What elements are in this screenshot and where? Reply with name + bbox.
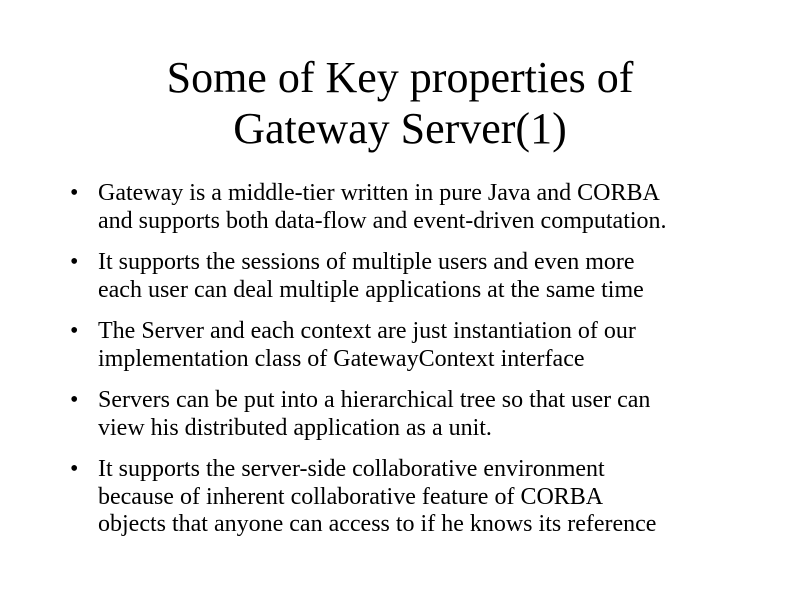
bullet-item <box>70 249 770 304</box>
bullet-dot-icon: • <box>70 249 79 275</box>
slide-title-line: Some of Key properties of <box>166 53 634 102</box>
bullet-dot-icon: • <box>70 387 79 413</box>
bullet-item <box>70 387 770 442</box>
bullet-line: implementation class of GatewayContext interface <box>98 345 585 372</box>
slide-title <box>0 52 800 154</box>
bullet-item <box>70 180 770 235</box>
slide-title-line: Gateway Server(1) <box>233 104 567 153</box>
bullet-dot-icon: • <box>70 318 79 344</box>
bullet-line: Servers can be put into a hierarchical tree so that user can <box>98 387 651 413</box>
bullet-line: It supports the sessions of multiple users and even more <box>98 249 635 275</box>
bullet-item <box>70 318 770 373</box>
bullet-line: each user can deal multiple applications at the same time <box>98 276 644 303</box>
bullet-line: objects that anyone can access to if he knows its reference <box>98 511 657 537</box>
bullet-line: and supports both data-flow and event-driven computation. <box>98 207 667 234</box>
bullet-line: The Server and each context are just instantiation of our <box>98 318 636 344</box>
bullet-line: because of inherent collaborative feature of CORBA <box>98 483 604 510</box>
bullet-line: It supports the server-side collaborative environment <box>98 456 605 482</box>
bullet-dot-icon: • <box>70 180 79 206</box>
bullet-line: view his distributed application as a unit. <box>98 414 492 441</box>
bullet-item <box>70 456 770 539</box>
bullet-dot-icon: • <box>70 456 79 482</box>
bullet-list <box>70 180 770 553</box>
bullet-line: Gateway is a middle-tier written in pure Java and CORBA <box>98 180 660 206</box>
